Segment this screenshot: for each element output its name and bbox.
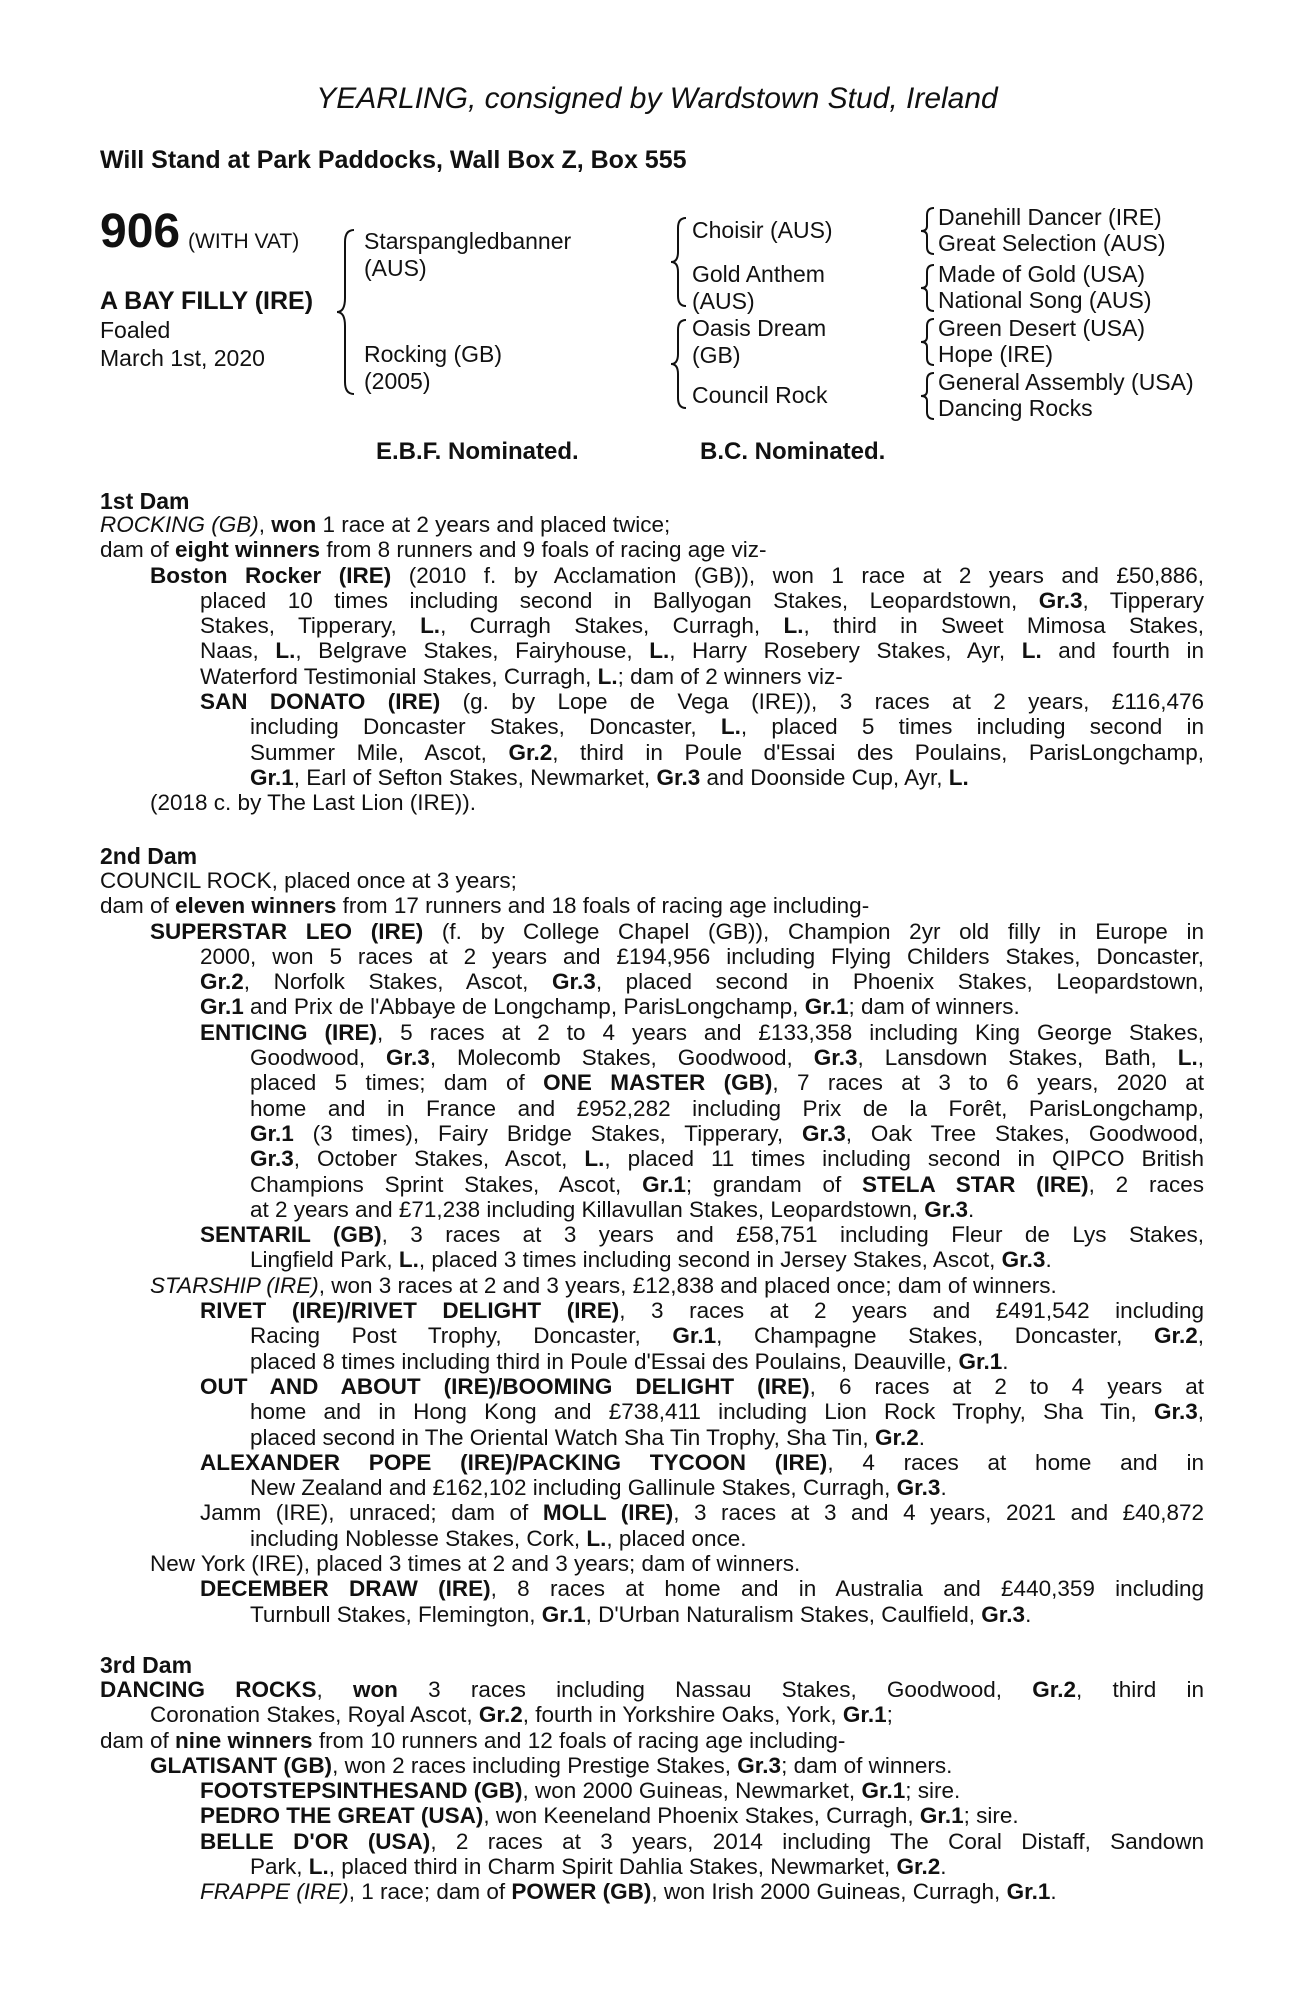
text-run: ; [886, 1702, 893, 1728]
text-run: SUPERSTAR LEO (IRE) [150, 918, 424, 944]
pedigree-brace-gen3-2 [920, 263, 936, 313]
text-run: L. [1177, 1045, 1198, 1071]
text-run: Gr.1 [919, 1803, 964, 1829]
dam2-line [100, 1070, 1204, 1095]
text-run: , won Irish 2000 Guineas, Curragh, [651, 1879, 1007, 1905]
text-run: Gr.1 [250, 764, 294, 790]
text-run: at 2 years and £71,238 including Killavullan Stakes, Leopardstown, [250, 1196, 925, 1222]
pedigree-sss: Danehill Dancer (IRE) [938, 204, 1162, 230]
text-run: Coronation Stakes, Royal Ascot, [150, 1702, 479, 1728]
text-run: (f. by College Chapel (GB)), Champion 2yr old filly in Europe in [423, 918, 1204, 944]
text-run: Lingfield Park, [250, 1247, 399, 1273]
pedigree-brace-dam [670, 318, 690, 410]
text-run: (2010 f. by Acclamation (GB)), won 1 race at 2 years and £50,886, [391, 562, 1205, 588]
text-run: placed 5 times; dam of [250, 1070, 544, 1096]
text-run: , 3 races at 3 and 4 years, 2021 and £40,872 [673, 1500, 1204, 1526]
text-run: Gr.3 [552, 969, 596, 995]
dam2-line [100, 969, 1204, 994]
text-run: , Champagne Stakes, Doncaster, [716, 1323, 1154, 1349]
text-run: L. [398, 1247, 419, 1273]
text-run: eleven winners [175, 893, 337, 919]
text-run: , placed second in Phoenix Stakes, Leopardstown, [595, 969, 1204, 995]
text-run: ; grandam of [685, 1171, 863, 1197]
text-run: Goodwood, [250, 1045, 387, 1071]
dam1-line [100, 765, 1204, 790]
text-run: L. [649, 638, 670, 664]
text-run: and Prix de l'Abbaye de Longchamp, ParisLongchamp, [243, 994, 805, 1020]
pedigree-dam-sire: Oasis Dream (GB) [692, 315, 827, 368]
text-run: PEDRO THE GREAT (USA) [200, 1803, 484, 1829]
text-run: Jamm (IRE), unraced; dam of [200, 1500, 543, 1526]
text-run: , third in Sweet Mimosa Stakes, [803, 613, 1204, 639]
text-run: . [1025, 1601, 1032, 1627]
text-run: Gr.3 [656, 764, 701, 790]
dam2-line [100, 1247, 1204, 1272]
text-run: Gr.1 [200, 994, 244, 1020]
text-run: Gr.3 [896, 1475, 941, 1501]
text-run: . [1002, 1348, 1009, 1374]
dam2-line [100, 1121, 1204, 1146]
page-title: YEARLING, consigned by Wardstown Stud, Ireland [316, 82, 998, 115]
text-run: placed 8 times including third in Poule d'Essai des Poulains, Deauville, [250, 1348, 959, 1374]
text-run: 3 races including Nassau Stakes, Goodwood, [397, 1677, 1033, 1702]
text-run: Gr.3 [250, 1146, 294, 1172]
text-run: L. [948, 764, 969, 790]
text-run: , Norfolk Stakes, Ascot, [243, 969, 553, 995]
dam2-line [100, 1475, 1204, 1500]
text-run: won [271, 512, 317, 537]
dam1-line [100, 790, 1204, 815]
vat-label: (WITH VAT) [188, 230, 300, 253]
pedigree-sds: Made of Gold (USA) [938, 261, 1146, 287]
dam2-line [100, 1222, 1204, 1247]
text-run: from 10 runners and 12 foals of racing age including- [312, 1727, 846, 1753]
dam2-line [100, 1045, 1204, 1070]
text-run: , 2 races [1088, 1171, 1204, 1197]
text-run: Gr.1 [672, 1323, 717, 1349]
text-run: , fourth in Yorkshire Oaks, York, [522, 1702, 843, 1728]
text-run: Gr.2 [1153, 1323, 1198, 1349]
text-run: MOLL (IRE) [542, 1500, 674, 1526]
horse-name: A BAY FILLY (IRE) [100, 287, 314, 315]
dam3-line [100, 1879, 1204, 1904]
text-run: , won 2 races including Prestige Stakes, [332, 1752, 738, 1778]
dam3-line [100, 1753, 1204, 1778]
text-run: placed 10 times including second in Ballyogan Stakes, Leopardstown, [200, 587, 1039, 613]
text-run: , 5 races at 2 to 4 years and £133,358 including King George Stakes, [376, 1019, 1204, 1045]
text-run: Gr.2 [1032, 1677, 1076, 1702]
text-run: dam of [100, 893, 176, 919]
text-run: Turnbull Stakes, Flemington, [250, 1601, 542, 1627]
text-run: dam of [100, 1727, 176, 1753]
text-run: ONE MASTER (GB) [543, 1070, 773, 1096]
dam3-line [100, 1829, 1204, 1854]
pedigree-dam-dam: Council Rock [692, 382, 828, 408]
text-run: FOOTSTEPSINTHESAND (GB) [200, 1778, 523, 1804]
text-run: from 17 runners and 18 foals of racing age including- [336, 893, 870, 919]
text-run: GLATISANT (GB) [150, 1752, 333, 1778]
pedigree-sire-sire: Choisir (AUS) [692, 217, 833, 243]
text-run: , Tipperary [1082, 587, 1205, 613]
text-run: DECEMBER DRAW (IRE) [200, 1576, 491, 1602]
pedigree-brace-gen1 [336, 228, 358, 396]
dam3-line [100, 1854, 1204, 1879]
text-run: home and in Hong Kong and £738,411 including Lion Rock Trophy, Sha Tin, [250, 1399, 1154, 1425]
text-run: won [352, 1677, 398, 1702]
first-dam-text [100, 512, 1204, 816]
pedigree-dss: Green Desert (USA) [938, 315, 1146, 341]
dam2-line [100, 1450, 1204, 1475]
text-run: Gr.1 [861, 1778, 906, 1804]
dam2-line [100, 868, 1204, 893]
text-run: including Noblesse Stakes, Cork, [250, 1525, 587, 1551]
dam1-line [100, 664, 1204, 689]
text-run: nine winners [175, 1727, 313, 1753]
dam1-line [100, 563, 1204, 588]
text-run: STELA STAR (IRE) [862, 1171, 1089, 1197]
text-run: Naas, [200, 638, 276, 664]
text-run: RIVET (IRE)/RIVET DELIGHT (IRE) [200, 1298, 620, 1324]
dam1-line [100, 638, 1204, 663]
dam2-line [100, 1399, 1204, 1424]
dam2-line [100, 1096, 1204, 1121]
text-run: Stakes, Tipperary, [200, 613, 421, 639]
dam3-line [100, 1728, 1204, 1753]
foaled-date: March 1st, 2020 [100, 345, 265, 371]
text-run: L. [586, 1525, 607, 1551]
text-run: ; sire. [905, 1778, 961, 1804]
text-run: eight winners [175, 537, 321, 563]
text-run: Racing Post Trophy, Doncaster, [250, 1323, 673, 1349]
text-run: , Oak Tree Stakes, Goodwood, [845, 1120, 1204, 1146]
text-run: . [1050, 1879, 1057, 1905]
text-run: ROCKING (GB) [100, 512, 259, 537]
dam2-line [100, 1349, 1204, 1374]
text-run: Gr.3 [981, 1601, 1026, 1627]
text-run: . [1045, 1247, 1052, 1273]
text-run: New York (IRE), placed 3 times at 2 and 3 years; dam of winners. [150, 1551, 801, 1577]
pedigree-sire-dam: Gold Anthem (AUS) [692, 261, 825, 314]
dam3-line [100, 1702, 1204, 1727]
text-run: , Lansdown Stakes, Bath, [857, 1045, 1178, 1071]
dam2-line [100, 1197, 1204, 1222]
text-run: 2000, won 5 races at 2 years and £194,956 including Flying Childers Stakes, Doncaster, [200, 943, 1204, 969]
text-run: , 4 races at home and in [827, 1449, 1204, 1475]
text-run: , Earl of Sefton Stakes, Newmarket, [293, 764, 657, 790]
text-run: Boston Rocker (IRE) [150, 562, 392, 588]
text-run: . [967, 1196, 975, 1222]
lot-number: 906 [100, 205, 181, 258]
dam2-line [100, 1374, 1204, 1399]
text-run: , won Keeneland Phoenix Stakes, Curragh, [483, 1803, 920, 1829]
pedigree-brace-gen3-3 [920, 317, 936, 367]
text-run: , third in [1076, 1677, 1204, 1702]
text-run: , won 3 races at 2 and 3 years, £12,838 and placed once; dam of winners. [318, 1272, 1057, 1298]
text-run: Gr.1 [642, 1171, 686, 1197]
text-run: ; dam of 2 winners viz- [617, 663, 843, 689]
text-run: Gr.1 [541, 1601, 586, 1627]
foaled-label: Foaled [100, 317, 171, 343]
dam3-line [100, 1677, 1204, 1702]
text-run: Gr.2 [478, 1702, 523, 1728]
text-run: , 1 race; dam of [348, 1879, 512, 1905]
pedigree-dds: General Assembly (USA) [938, 369, 1194, 395]
text-run: New Zealand and £162,102 including Gallinule Stakes, Curragh, [250, 1475, 897, 1501]
dam2-line [100, 1298, 1204, 1323]
dam1-line [100, 689, 1204, 714]
text-run: Gr.3 [801, 1120, 846, 1146]
text-run: from 8 runners and 9 foals of racing age viz- [320, 537, 767, 563]
text-run: , Molecomb Stakes, Goodwood, [429, 1045, 814, 1071]
dam3-line [100, 1778, 1204, 1803]
dam1-line [100, 740, 1204, 765]
dam2-line [100, 1146, 1204, 1171]
text-run: , [1197, 1045, 1204, 1071]
text-run: home and in France and £952,282 including Prix de la Forêt, ParisLongchamp, [250, 1095, 1204, 1121]
dam1-line [100, 537, 1204, 562]
text-run: Gr.3 [737, 1752, 782, 1778]
text-run: L. [783, 613, 804, 639]
text-run: BELLE D'OR (USA) [200, 1828, 431, 1854]
text-run: dam of [100, 537, 176, 563]
dam2-line [100, 1576, 1204, 1601]
text-run: , [316, 1677, 353, 1702]
first-dam-title: 1st Dam [100, 488, 190, 514]
text-run: OUT AND ABOUT (IRE)/BOOMING DELIGHT (IRE) [200, 1373, 810, 1399]
text-run: (g. by Lope de Vega (IRE)), 3 races at 2 years, £116,476 [440, 689, 1204, 715]
text-run: STARSHIP (IRE) [150, 1272, 319, 1298]
text-run: L. [1021, 638, 1042, 664]
text-run: , [1197, 1323, 1204, 1349]
text-run: Gr.2 [896, 1854, 941, 1880]
text-run: Gr.3 [924, 1196, 968, 1222]
dam1-line [100, 512, 1204, 537]
pedigree-brace-sire [670, 216, 690, 308]
foaled-info [100, 316, 265, 372]
dam2-line [100, 1551, 1204, 1576]
text-run: ; dam of winners. [781, 1752, 953, 1778]
text-run: Gr.1 [842, 1702, 887, 1728]
pedigree-sdd: National Song (AUS) [938, 287, 1152, 313]
text-run: POWER (GB) [511, 1879, 652, 1905]
text-run: Gr.3 [386, 1045, 430, 1071]
text-run: Gr.1 [804, 994, 849, 1020]
text-run: Gr.2 [508, 739, 553, 765]
third-dam-text [100, 1677, 1204, 1905]
dam1-line [100, 588, 1204, 613]
dam2-line [100, 1526, 1204, 1551]
text-run: DANCING ROCKS [100, 1677, 317, 1702]
text-run: , [1197, 1399, 1204, 1425]
pedigree-brace-gen3-1 [920, 206, 936, 256]
text-run: L. [584, 1146, 605, 1172]
pedigree-ssd: Great Selection (AUS) [938, 230, 1166, 256]
text-run: Summer Mile, Ascot, [250, 739, 509, 765]
text-run: , placed once. [606, 1525, 747, 1551]
pedigree-dam: Rocking (GB) (2005) [364, 341, 503, 394]
text-run: , third in Poule d'Essai des Poulains, ParisLongchamp, [552, 739, 1204, 765]
text-run: , placed third in Charm Spirit Dahlia Stakes, Newmarket, [328, 1854, 897, 1880]
text-run: 1 race at 2 years and placed twice; [316, 512, 671, 537]
dam2-line [100, 1602, 1204, 1627]
text-run: Gr.3 [813, 1045, 858, 1071]
dam2-line [100, 1020, 1204, 1045]
text-run: , 3 races at 2 years and £491,542 including [619, 1298, 1204, 1324]
text-run: , placed 3 times including second in Jersey Stakes, Ascot, [418, 1247, 1002, 1273]
text-run: ENTICING (IRE) [200, 1019, 377, 1045]
text-run: , 3 races at 3 years and £58,751 including Fleur de Lys Stakes, [381, 1222, 1204, 1248]
dam2-line [100, 994, 1204, 1019]
dam2-line [100, 893, 1204, 918]
text-run: ; dam of winners. [848, 994, 1020, 1020]
text-run: ; sire. [963, 1803, 1019, 1829]
text-run: including Doncaster Stakes, Doncaster, [250, 714, 721, 740]
text-run: Waterford Testimonial Stakes, Curragh, [200, 663, 598, 689]
text-run: (3 times), Fairy Bridge Stakes, Tipperary, [293, 1120, 802, 1146]
ebf-nomination: E.B.F. Nominated. [376, 438, 579, 465]
text-run: Gr.1 [1006, 1879, 1051, 1905]
text-run: , 6 races at 2 to 4 years at [809, 1373, 1204, 1399]
pedigree-brace-gen3-4 [920, 371, 936, 421]
dam2-line [100, 919, 1204, 944]
text-run: ALEXANDER POPE (IRE)/PACKING TYCOON (IRE) [200, 1449, 828, 1475]
text-run: Champions Sprint Stakes, Ascot, [250, 1171, 643, 1197]
text-run: L. [597, 663, 618, 689]
text-run: , Curragh Stakes, Curragh, [440, 613, 784, 639]
dam1-line [100, 613, 1204, 638]
text-run: , won 2000 Guineas, Newmarket, [522, 1778, 862, 1804]
text-run: SAN DONATO (IRE) [200, 689, 441, 715]
text-run: placed second in The Oriental Watch Sha Tin Trophy, Sha Tin, [250, 1424, 875, 1450]
text-run: , [258, 512, 272, 537]
bc-nomination: B.C. Nominated. [700, 438, 886, 465]
text-run: , 7 races at 3 to 6 years, 2020 at [772, 1070, 1204, 1096]
text-run: Gr.3 [1153, 1399, 1198, 1425]
dam2-line [100, 1425, 1204, 1450]
text-run: L. [720, 714, 741, 740]
text-run: (2018 c. by The Last Lion (IRE)). [150, 790, 476, 816]
second-dam-title: 2nd Dam [100, 843, 198, 869]
text-run: and fourth in [1041, 638, 1205, 664]
text-run: L. [308, 1854, 329, 1880]
text-run: , placed 11 times including second in QIPCO British [604, 1146, 1204, 1172]
dam2-line [100, 1500, 1204, 1525]
dam3-line [100, 1803, 1204, 1828]
text-run: Gr.3 [1001, 1247, 1046, 1273]
dam1-line [100, 714, 1204, 739]
text-run: FRAPPE (IRE) [200, 1879, 349, 1905]
text-run: Gr.2 [874, 1424, 919, 1450]
text-run: , 2 races at 3 years, 2014 including The Coral Distaff, Sandown [430, 1828, 1205, 1854]
text-run: . [940, 1854, 947, 1880]
pedigree-ddd: Dancing Rocks [938, 395, 1093, 421]
text-run: Gr.1 [958, 1348, 1003, 1374]
text-run: Park, [250, 1854, 309, 1880]
text-run: . [918, 1424, 925, 1450]
text-run: L. [275, 638, 296, 664]
text-run: Gr.3 [1038, 587, 1083, 613]
third-dam-title: 3rd Dam [100, 1652, 193, 1678]
text-run: and Doonside Cup, Ayr, [700, 764, 949, 790]
dam2-line [100, 1172, 1204, 1197]
text-run: , placed 5 times including second in [740, 714, 1204, 740]
text-run: . [940, 1475, 947, 1501]
pedigree-dsd: Hope (IRE) [938, 341, 1054, 367]
text-run: , 8 races at home and in Australia and £440,359 including [490, 1576, 1204, 1602]
stand-location: Will Stand at Park Paddocks, Wall Box Z, Box 555 [100, 146, 687, 174]
text-run: L. [420, 613, 441, 639]
text-run: , Harry Rosebery Stakes, Ayr, [669, 638, 1022, 664]
dam2-line [100, 1323, 1204, 1348]
dam2-line [100, 1273, 1204, 1298]
text-run: Gr.1 [250, 1120, 294, 1146]
dam2-line [100, 944, 1204, 969]
text-run: , Belgrave Stakes, Fairyhouse, [295, 638, 650, 664]
second-dam-text [100, 868, 1204, 1627]
text-run: , October Stakes, Ascot, [293, 1146, 585, 1172]
text-run: Gr.2 [200, 969, 244, 995]
text-run: , D'Urban Naturalism Stakes, Caulfield, [585, 1601, 982, 1627]
pedigree-sire: Starspangledbanner (AUS) [364, 228, 572, 281]
text-run: COUNCIL ROCK, placed once at 3 years; [100, 868, 517, 893]
text-run: SENTARIL (GB) [200, 1222, 382, 1248]
